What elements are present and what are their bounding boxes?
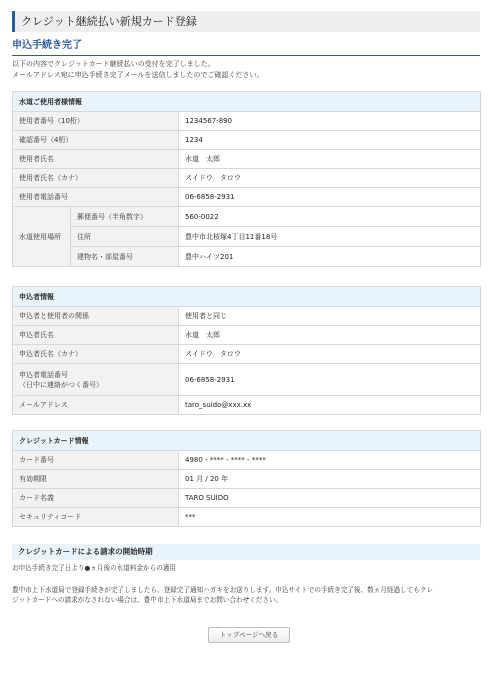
table-row [13,470,481,489]
applicant-heading: 申込者情報 [13,287,481,307]
row-value: 豊中市北桜塚4丁目11番18号 [179,227,481,247]
row-value: 豊中ハイツ201 [179,247,481,267]
row-label: 使用者電話番号 [13,188,179,207]
row-label: 申込者氏名 [13,326,179,345]
place-label: 水道使用場所 [13,207,71,267]
intro-text [12,59,482,81]
billing-line-3: ジットカードへの請求がなされない場合は、豊中市上下水道局までお問い合わせください。 [12,596,283,604]
intro-line-1: 以下の内容でクレジットカード継続払いの受付を完了しました。 [12,60,215,68]
row-label: 確認番号（4桁） [13,131,179,150]
table-row [13,345,481,364]
table-row [13,364,481,396]
row-value: 560-0022 [179,207,481,227]
email-label: メールアドレス [13,396,179,415]
section-title: 申込手続き完了 [12,40,480,56]
row-label: 使用者氏名（カナ） [13,169,179,188]
email-value: taro_suido@xxx.xx [179,396,481,415]
table-row [13,489,481,508]
row-label: カード番号 [13,451,179,470]
row-value: 使用者と同じ [179,307,481,326]
applicant-table [12,286,481,415]
table-row [13,169,481,188]
row-value: TARO SUIDO [179,489,481,508]
top-page-button[interactable]: トップページへ戻る [208,627,290,643]
row-label: 住所 [71,227,179,247]
water-user-table [12,91,481,267]
row-value: 4980 - **** - **** - **** [179,451,481,470]
row-label: 有効期限 [13,470,179,489]
billing-heading: クレジットカードによる請求の開始時期 [12,544,480,560]
table-row [13,227,481,247]
row-label: 使用者番号（10桁） [13,112,179,131]
row-value: 水道 太郎 [179,150,481,169]
row-value: 1234 [179,131,481,150]
table-row [13,326,481,345]
row-label: カード名義 [13,489,179,508]
card-heading: クレジットカード情報 [13,431,481,451]
table-row [13,396,481,415]
table-row [13,112,481,131]
billing-note [12,585,482,605]
table-row [13,247,481,267]
table-row [13,207,481,227]
row-value: スイドウ タロウ [179,169,481,188]
billing-line-2: 豊中市上下水道局で登録手続きが完了しましたら、登録完了通知ハガキをお送りします。申込サイトでの手続き完了後、数ヵ月経過してもクレ [12,586,434,594]
row-label: セキュリティコード [13,508,179,527]
phone-value: 06-6858-2931 [179,364,481,396]
row-value: 06-6858-2931 [179,188,481,207]
row-label: 郵便番号（半角数字） [71,207,179,227]
billing-line-1: お申込手続き完了日より●ヵ月後の水道料金からの適用 [12,564,177,572]
row-value: 01 月 / 20 年 [179,470,481,489]
table-row [13,150,481,169]
card-table [12,430,481,527]
water-user-heading: 水道ご使用者様情報 [13,92,481,112]
phone-label [13,364,179,396]
row-value: スイドウ タロウ [179,345,481,364]
row-label: 申込者氏名（カナ） [13,345,179,364]
table-row [13,508,481,527]
row-value: 1234567-890 [179,112,481,131]
row-value: 水道 太郎 [179,326,481,345]
table-row [13,131,481,150]
table-row [13,307,481,326]
row-label: 使用者氏名 [13,150,179,169]
phone-label-line-1: 申込者電話番号 [19,370,68,379]
table-row [13,188,481,207]
row-label: 建物名・部屋番号 [71,247,179,267]
row-label: 申込者と使用者の関係 [13,307,179,326]
page-title: クレジット継続払い新規カード登録 [12,11,480,32]
phone-label-line-2: （日中に連絡がつく番号） [19,380,103,389]
intro-line-2: メールアドレス宛に申込手続き完了メールを送信しましたのでご確認ください。 [12,71,264,79]
table-row [13,451,481,470]
row-value: *** [179,508,481,527]
